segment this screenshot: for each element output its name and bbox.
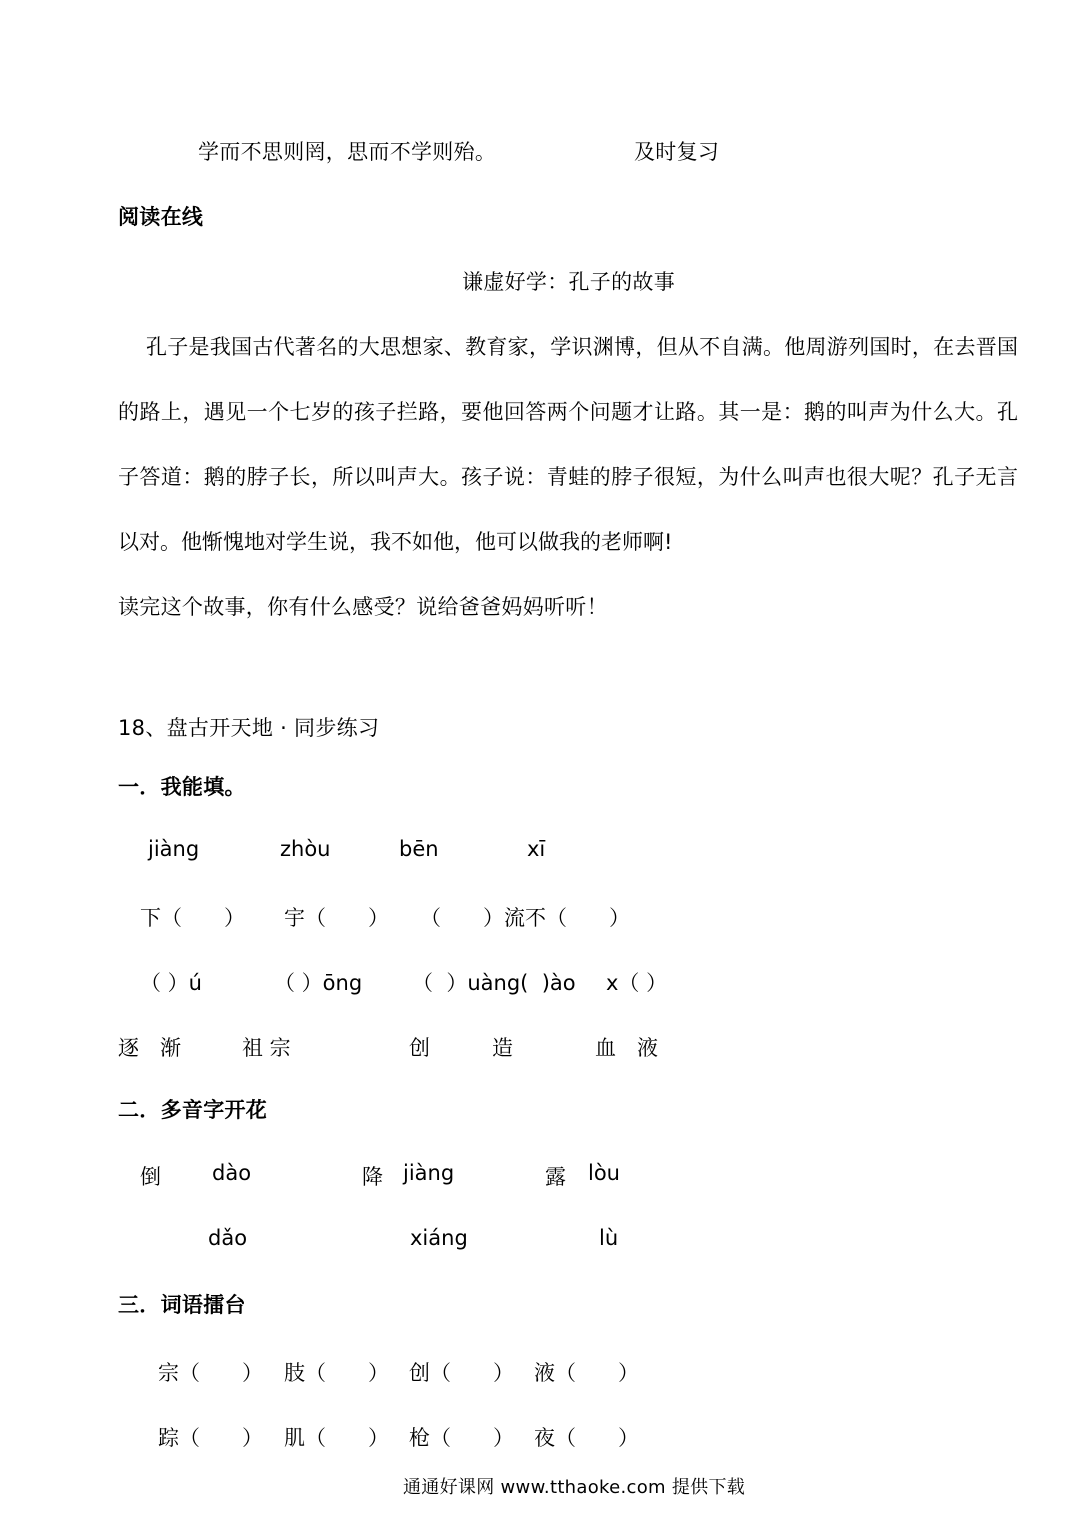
- fill-item: （ ）流不（ ）: [420, 906, 630, 930]
- word-pair-item: 肌（ ）: [284, 1426, 389, 1450]
- word-pair-item: 夜（ ）: [534, 1426, 639, 1450]
- blank-item: （ ）ōng: [274, 971, 363, 995]
- reading-heading: 阅读在线: [118, 205, 204, 229]
- word-pair-item: 枪（ ）: [409, 1426, 514, 1450]
- word-pair-row-1: [0, 1357, 1075, 1387]
- lesson-title: 18、盘古开天地 · 同步练习: [118, 716, 380, 740]
- blank-row: [0, 967, 1075, 997]
- reading-question: 读完这个故事，你有什么感受？说给爸爸妈妈听听！: [118, 595, 608, 619]
- word-item: 造: [492, 1036, 513, 1060]
- word-item: 血 液: [595, 1036, 658, 1060]
- pinyin-item: jiàng: [148, 837, 200, 861]
- polyphone-char: 倒: [140, 1165, 161, 1189]
- pinyin-item: zhòu: [280, 837, 331, 861]
- word-pair-item: 踪（ ）: [158, 1426, 263, 1450]
- pinyin-item: xī: [527, 837, 546, 861]
- pinyin-item: bēn: [399, 837, 439, 861]
- blank-item: （ ）uàng( )ào: [412, 971, 576, 995]
- polyphone-reading: jiàng: [403, 1161, 455, 1185]
- polyphone-row-1: [0, 1161, 1075, 1191]
- polyphone-reading: lòu: [588, 1161, 620, 1185]
- fill-item: 下（ ）: [140, 906, 245, 930]
- pinyin-row: [0, 837, 1075, 867]
- section3-heading: 三．词语擂台: [118, 1293, 246, 1317]
- polyphone-row-2: [0, 1226, 1075, 1256]
- polyphone-char: 降: [362, 1165, 383, 1189]
- word-pair-item: 液（ ）: [534, 1361, 639, 1385]
- polyphone-reading: dào: [212, 1161, 252, 1185]
- story-title: 谦虚好学：孔子的故事: [462, 270, 675, 294]
- word-pair-row-2: [0, 1422, 1075, 1452]
- quote-text: 学而不思则罔，思而不学则殆。: [198, 140, 497, 164]
- polyphone-reading: dǎo: [208, 1226, 248, 1250]
- word-pair-item: 创（ ）: [409, 1361, 514, 1385]
- polyphone-char: 露: [545, 1165, 566, 1189]
- polyphone-reading: xiáng: [410, 1226, 468, 1250]
- word-item: 创: [409, 1036, 430, 1060]
- section1-heading: 一．我能填。: [118, 775, 246, 799]
- word-pair-item: 宗（ ）: [158, 1361, 263, 1385]
- footer-text: 通通好课网 www.tthaoke.com 提供下载: [403, 1477, 746, 1498]
- fill-item: 宇（ ）: [284, 906, 389, 930]
- blank-item: x（ ）: [606, 971, 668, 995]
- fill-row: [0, 902, 1075, 932]
- word-item: 祖 宗: [242, 1036, 291, 1060]
- word-pair-item: 肢（ ）: [284, 1361, 389, 1385]
- blank-item: （ ）ú: [140, 971, 202, 995]
- word-row: [0, 1032, 1075, 1062]
- word-item: 逐 渐: [118, 1036, 181, 1060]
- story-paragraph: 孔子是我国古代著名的大思想家、教育家，学识渊博，但从不自满。他周游列国时，在去晋国的路上，遇见一个七岁的孩子拦路，要他回答两个问题才让路。其一是：鹅的叫声为什么大。孔子答道：鹅的脖子长，所以叫声大。孩子说：青蛙的脖子很短，为什么叫声也很大呢？孔子无言以对。他惭愧地对学生说，我不如他，他可以做我的老师啊!: [118, 335, 1018, 554]
- polyphone-reading: lù: [599, 1226, 619, 1250]
- section2-heading: 二．多音字开花: [118, 1098, 268, 1122]
- quote-label: 及时复习: [634, 140, 720, 164]
